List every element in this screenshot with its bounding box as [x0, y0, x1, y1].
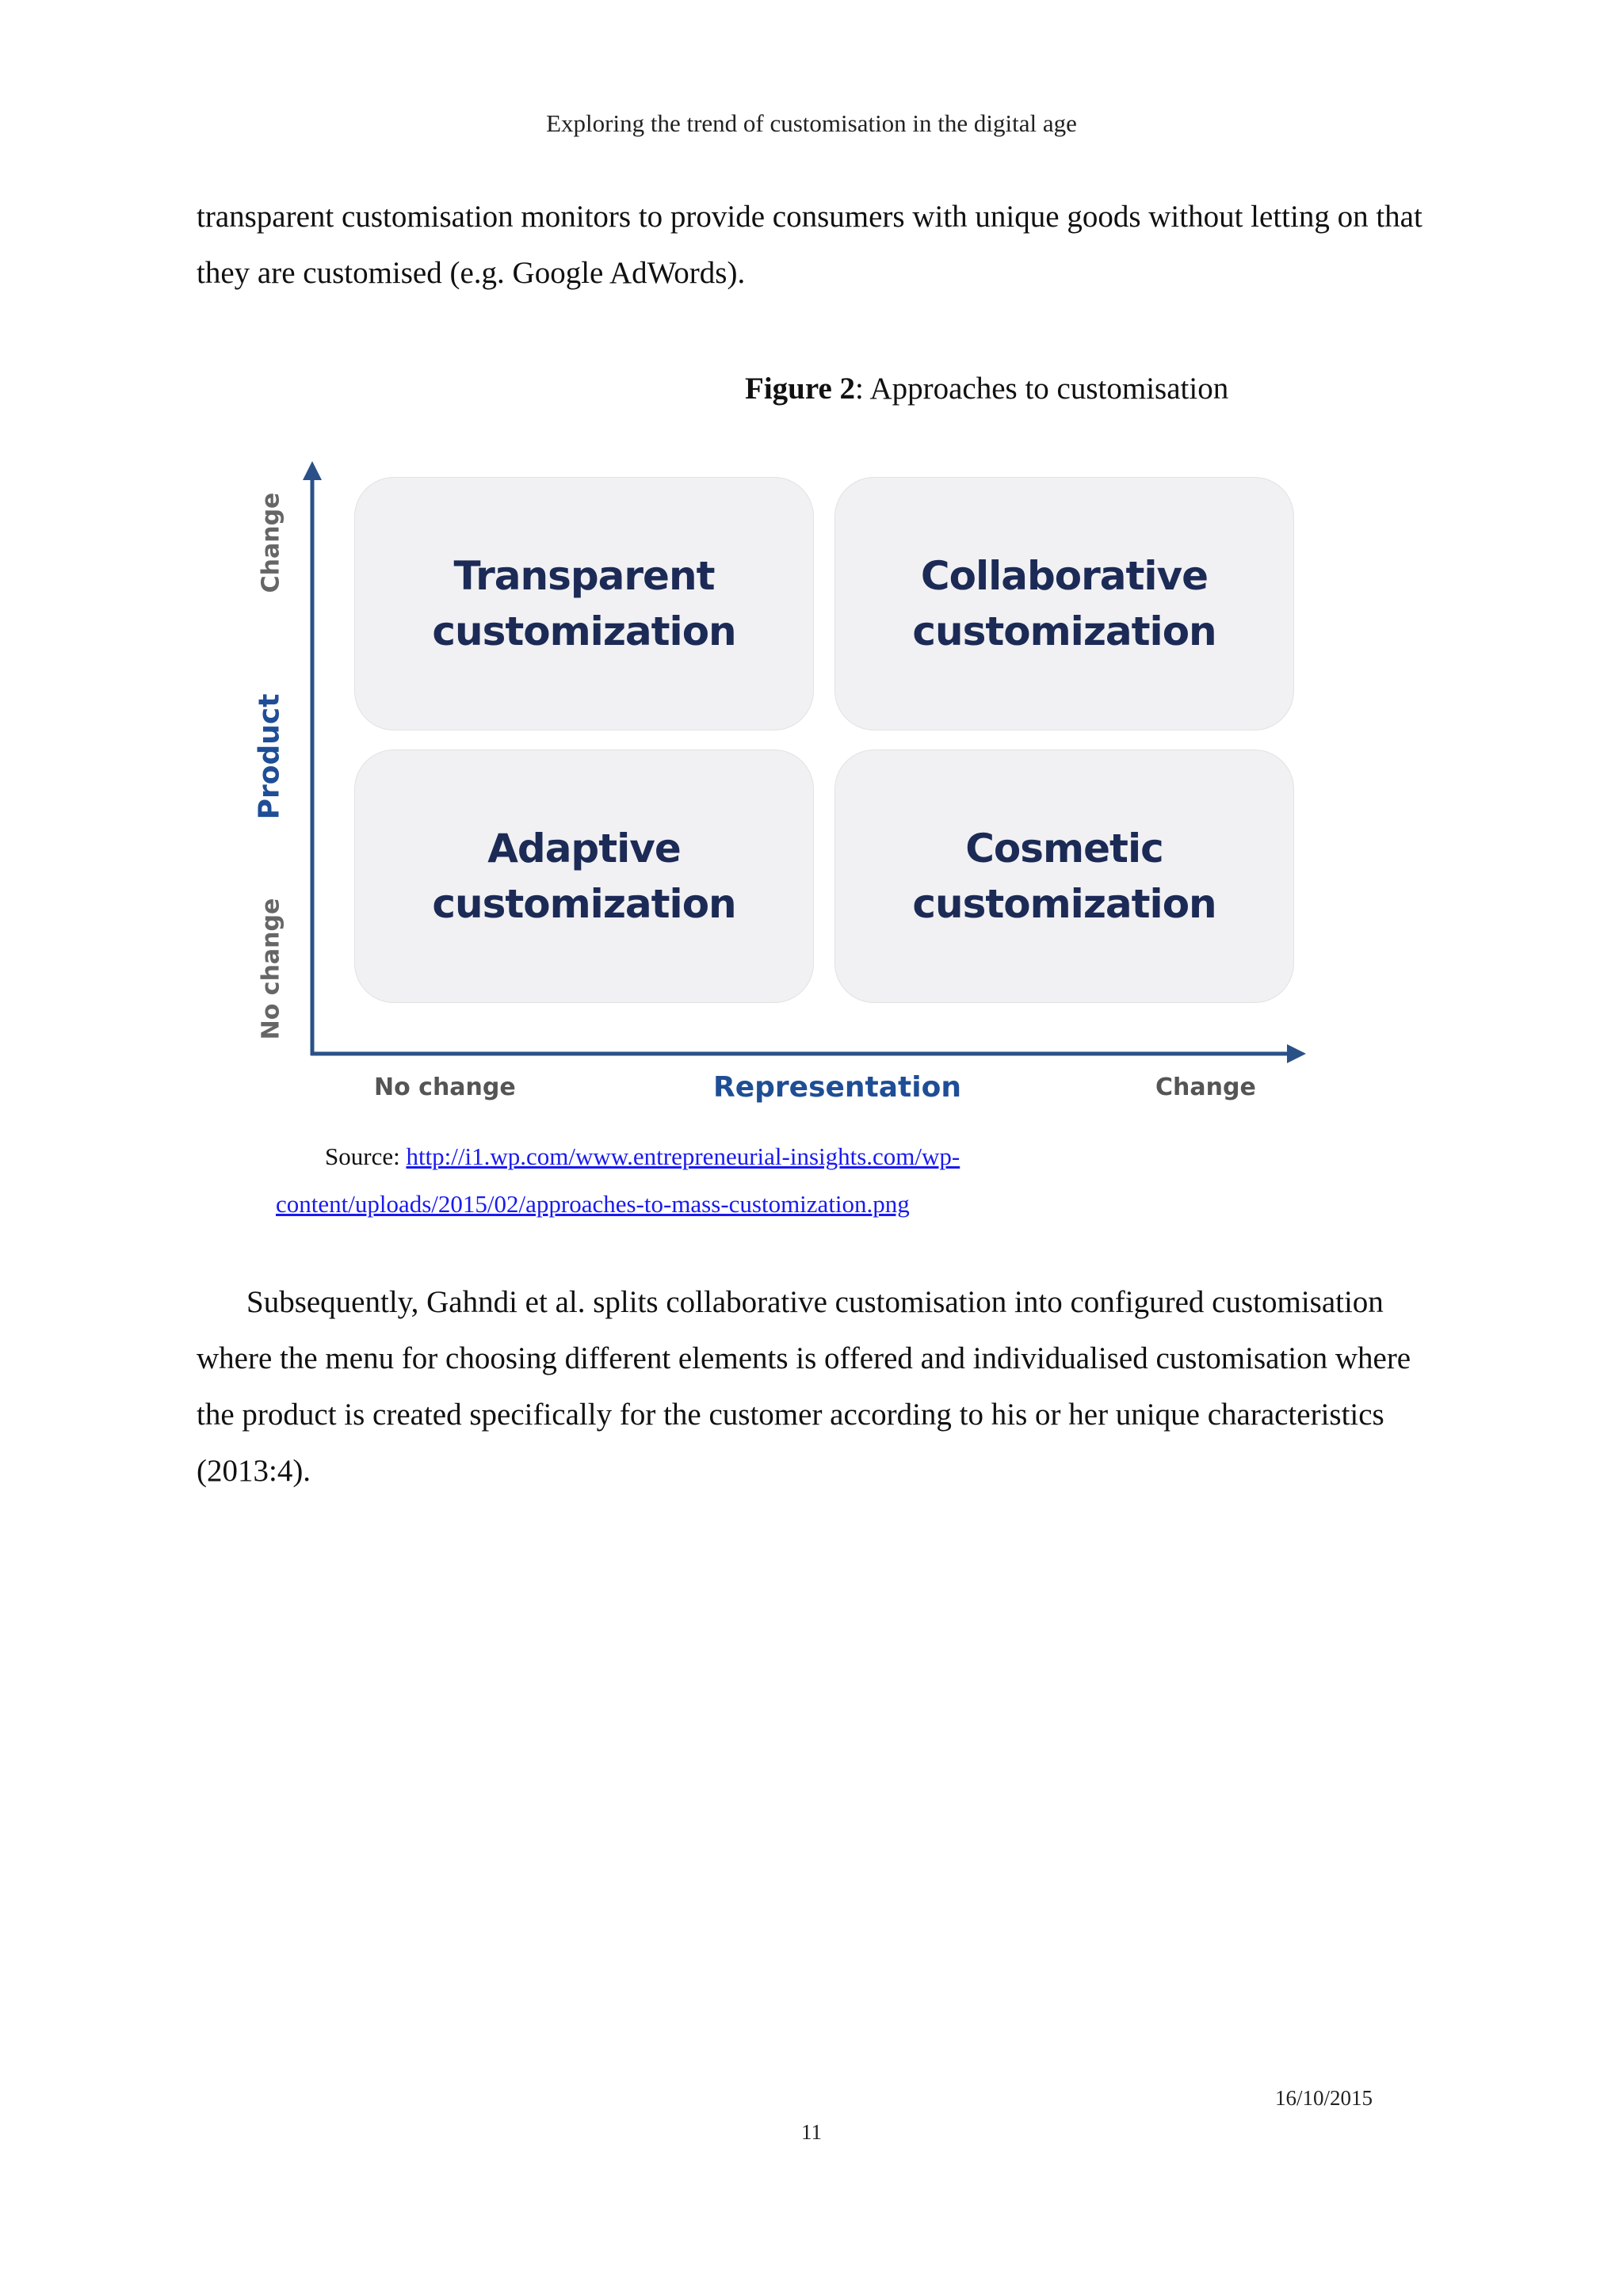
x-axis-title: Representation — [713, 1071, 961, 1104]
page-number: 11 — [801, 2120, 822, 2144]
y-axis-arrow — [303, 461, 322, 1055]
body-paragraph-2: Subsequently, Gahndi et al. splits collaborative customisation into configured customisation where the menu for choosing different elements is offered and individualised customisation where the product is created specifically for the customer according to his or her unique characteristics (2013:4). — [197, 1285, 1411, 1488]
quadrant-collaborative — [834, 477, 1294, 730]
quadrant-cosmetic — [834, 749, 1294, 1003]
quadrant-adaptive — [354, 749, 814, 1003]
y-axis-tick-no-change: No change — [257, 898, 285, 1040]
running-header: Exploring the trend of customisation in the digital age — [546, 109, 1077, 137]
quadrant-adaptive-label: Adaptive customization — [432, 826, 736, 927]
x-axis-arrow — [311, 1044, 1306, 1063]
x-axis-tick-change: Change — [1155, 1074, 1256, 1101]
y-axis-tick-change: Change — [257, 492, 285, 593]
figure-source-line-1 — [325, 1142, 960, 1171]
x-axis-tick-no-change: No change — [374, 1074, 516, 1101]
customisation-matrix-figure — [246, 460, 1316, 1125]
figure-caption-text: : Approaches to customisation — [855, 372, 1229, 406]
y-axis-title: Product — [253, 693, 286, 820]
source-label: Source: — [325, 1142, 407, 1170]
figure-source-line-2 — [276, 1190, 910, 1219]
footer-date: 16/10/2015 — [1275, 2086, 1373, 2110]
source-link-part-2[interactable]: content/uploads/2015/02/approaches-to-mass-customization.png — [276, 1190, 910, 1218]
figure-caption — [745, 371, 1228, 406]
quadrant-collaborative-label: Collaborative customization — [912, 553, 1216, 654]
source-link-part-1[interactable]: http://i1.wp.com/www.entrepreneurial-insights.com/wp- — [406, 1142, 960, 1170]
quadrant-transparent — [354, 477, 814, 730]
quadrant-transparent-label: Transparent customization — [432, 553, 736, 654]
figure-caption-label: Figure 2 — [745, 372, 856, 406]
body-paragraph-1: transparent customisation monitors to provide consumers with unique goods without letting on that they are customised (e.g. Google AdWords). — [197, 200, 1423, 290]
quadrant-cosmetic-label: Cosmetic customization — [912, 826, 1216, 927]
